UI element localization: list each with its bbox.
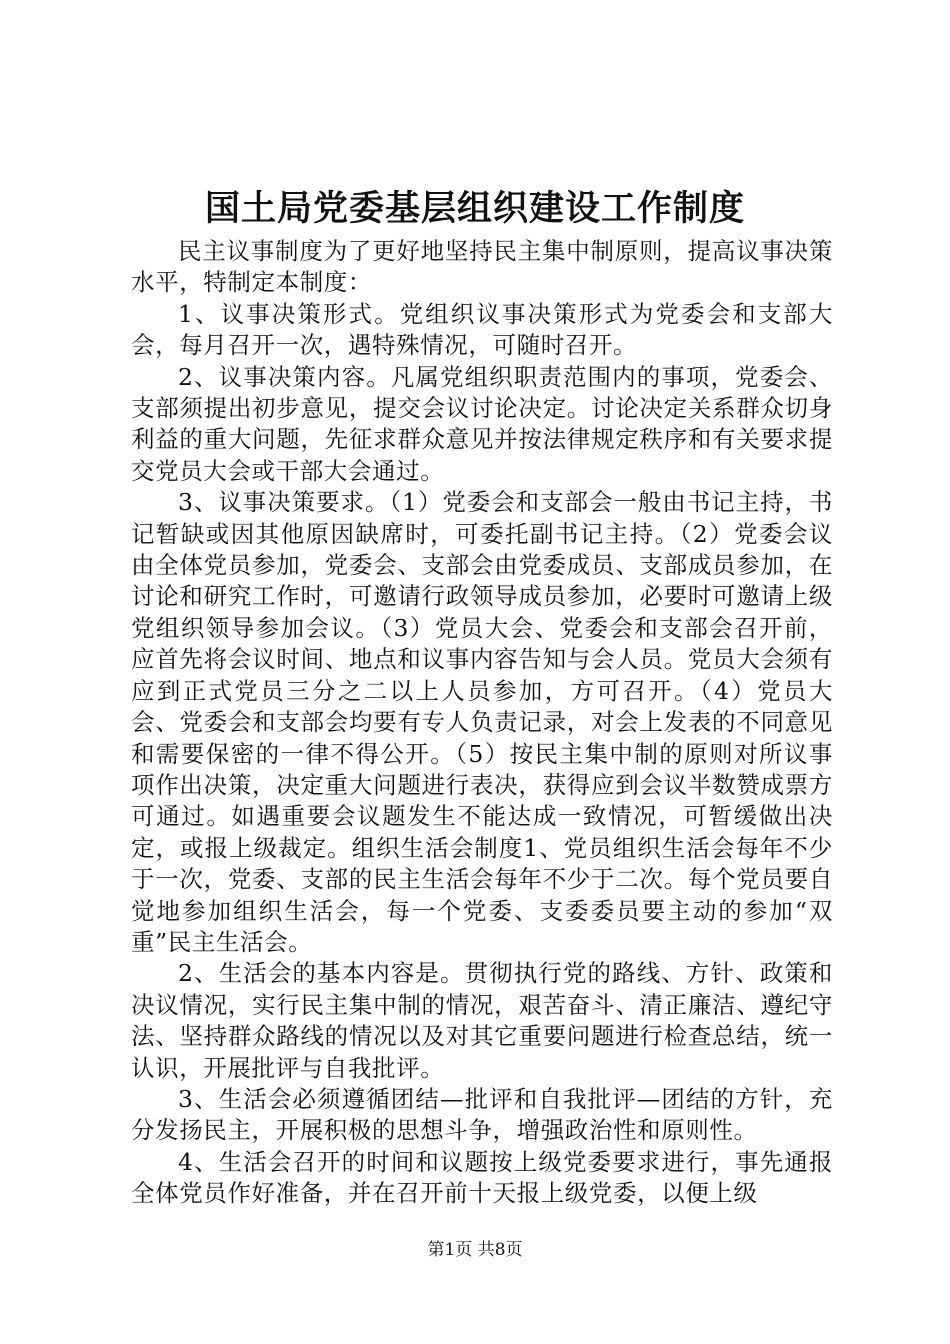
page-number: 第1页 共8页 (427, 1240, 523, 1260)
paragraph-meeting-schedule: 4、生活会召开的时间和议题按上级党委要求进行，事先通报全体党员作好准备，并在召开前十天报上级党委，以便上级 (131, 1147, 833, 1208)
paragraph-meeting-content: 2、生活会的基本内容是。贯彻执行党的路线、方针、政策和决议情况，实行民主集中制的情况，艰苦奋斗、清正廉洁、遵纪守法、坚持群众路线的情况以及对其它重要问题进行检查总结，统一认识，开展批评与自我批评。 (131, 959, 833, 1082)
paragraph-intro: 民主议事制度为了更好地坚持民主集中制原则，提高议事决策水平，特制定本制度： (131, 237, 833, 297)
paragraph-decision-content: 2、议事决策内容。凡属党组织职责范围内的事项，党委会、支部须提出初步意见，提交会议讨论决定。讨论决定关系群众切身利益的重大问题，先征求群众意见并按法律规定秩序和有关要求提交党员大会或干部大会通过。 (131, 362, 833, 485)
paragraph-decision-form: 1、议事决策形式。党组织议事决策形式为党委会和支部大会，每月召开一次，遇特殊情况，可随时召开。 (131, 299, 833, 360)
paragraph-decision-requirements: 3、议事决策要求。（1）党委会和支部会一般由书记主持，书记暂缺或因其他原因缺席时，可委托副书记主持。（2）党委会议由全体党员参加，党委会、支部会由党委成员、支部成员参加，在讨论和研究工作时，可邀请行政领导成员参加，必要时可邀请上级党组织领导参加会议。（3）党员大会、党委会和支部会召开前，应首先将会议时间、地点和议事内容告知与会人员。党员大会须有应到正式党员三分之二以上人员参加，方可召开。（4）党员大会、党委会和支部会均要有专人负责记录，对会上发表的不同意见和需要保密的一律不得公开。（5）按民主集中制的原则对所议事项作出决策，决定重大问题进行表决，获得应到会议半数赞成票方可通过。如遇重要会议题发生不能达成一致情况，可暂缓做出决定，或报上级裁定。组织生活会制度1、党员组织生活会每年不少于一次，党委、支部的民主生活会每年不少于二次。每个党员要自觉地参加组织生活会，每一个党委、支委委员要主动的参加“双重”民主生活会。 (131, 488, 833, 956)
document-title: 国土局党委基层组织建设工作制度 (204, 188, 745, 229)
paragraph-meeting-principle: 3、生活会必须遵循团结—批评和自我批评—团结的方针，充分发扬民主，开展积极的思想斗争，增强政治性和原则性。 (131, 1084, 833, 1145)
document-body (131, 236, 833, 1210)
